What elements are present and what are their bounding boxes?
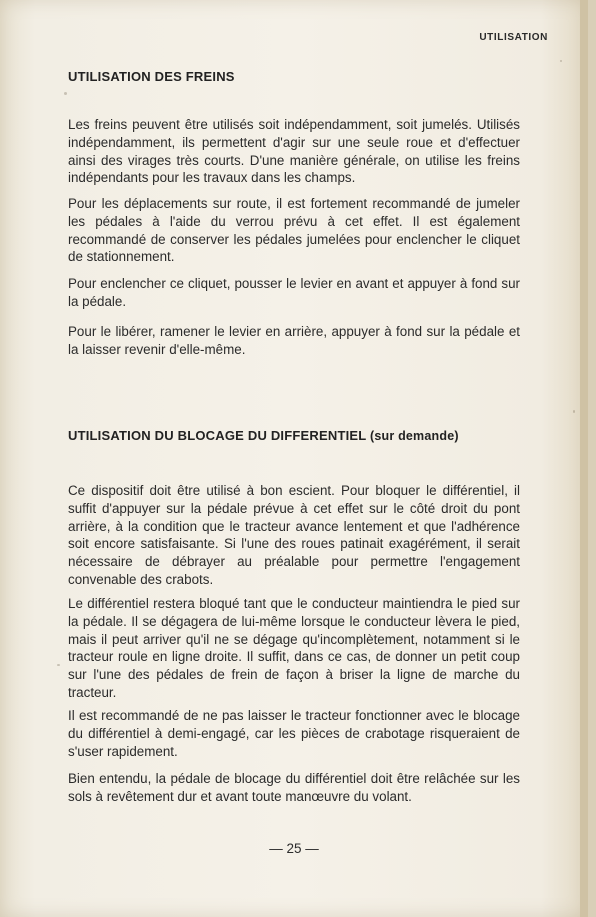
paper-speck <box>560 60 562 62</box>
paragraph-blocage-3: Il est recommandé de ne pas laisser le tracteur fonctionner avec le blocage du différentiel à demi-engagé, car les pièces de crabotage risqueraient de s'user rapidement. <box>68 708 520 759</box>
paper-speck <box>573 410 575 413</box>
section-title-blocage-text: UTILISATION DU BLOCAGE DU DIFFERENTIEL <box>68 428 367 443</box>
section-title-freins: UTILISATION DES FREINS <box>68 69 235 84</box>
paper-speck <box>64 92 67 95</box>
page-edge <box>580 0 588 917</box>
paragraph-freins-3: Pour enclencher ce cliquet, pousser le levier en avant et appuyer à fond sur la pédale. <box>68 276 520 309</box>
paragraph-freins-2: Pour les déplacements sur route, il est fortement recommandé de jumeler les pédales à l'aide du verrou prévu à cet effet. Il est également recommandé de conserver les pédales jumelées pour enclencher le cliquet de stationnement. <box>68 196 520 265</box>
paper-speck <box>57 664 60 666</box>
running-head: UTILISATION <box>479 32 548 43</box>
paragraph-freins-4: Pour le libérer, ramener le levier en arrière, appuyer à fond sur la pédale et la laisser revenir d'elle-même. <box>68 324 520 357</box>
section-title-blocage <box>68 428 459 443</box>
paragraph-blocage-2: Le différentiel restera bloqué tant que le conducteur maintiendra le pied sur la pédale. Il se dégagera de lui-même lorsque le conducteur lèvera le pied, mais il peut arriver qu'il ne se dégage qu'incomplètement, notamment si le tracteur roule en ligne droite. Il suffit, dans ce cas, de donner un petit coup sur l'une des pédales de frein de façon à briser la ligne de marche du tracteur. <box>68 596 520 700</box>
section-title-blocage-suffix: (sur demande) <box>369 429 459 443</box>
paragraph-blocage-1: Ce dispositif doit être utilisé à bon escient. Pour bloquer le différentiel, il suffit d'appuyer sur la pédale prévue à cet effet sur le côté droit du pont arrière, à la condition que le tracteur avance lentement et que l'adhérence soit encore satisfaisante. Si l'une des roues patinait exagérément, il serait nécessaire de débrayer au préalable pour permettre l'engagement convenable des crabots. <box>68 483 520 587</box>
paragraph-blocage-4: Bien entendu, la pédale de blocage du différentiel doit être relâchée sur les sols à revêtement dur et avant toute manœuvre du volant. <box>68 771 520 804</box>
page-number: — 25 — <box>269 841 319 856</box>
paragraph-freins-1: Les freins peuvent être utilisés soit indépendamment, soit jumelés. Utilisés indépendamment, ils permettent d'agir sur une seule roue et d'effectuer ainsi des virages très courts. D'une manière générale, on utilise les freins indépendants pour les travaux dans les champs. <box>68 117 520 186</box>
